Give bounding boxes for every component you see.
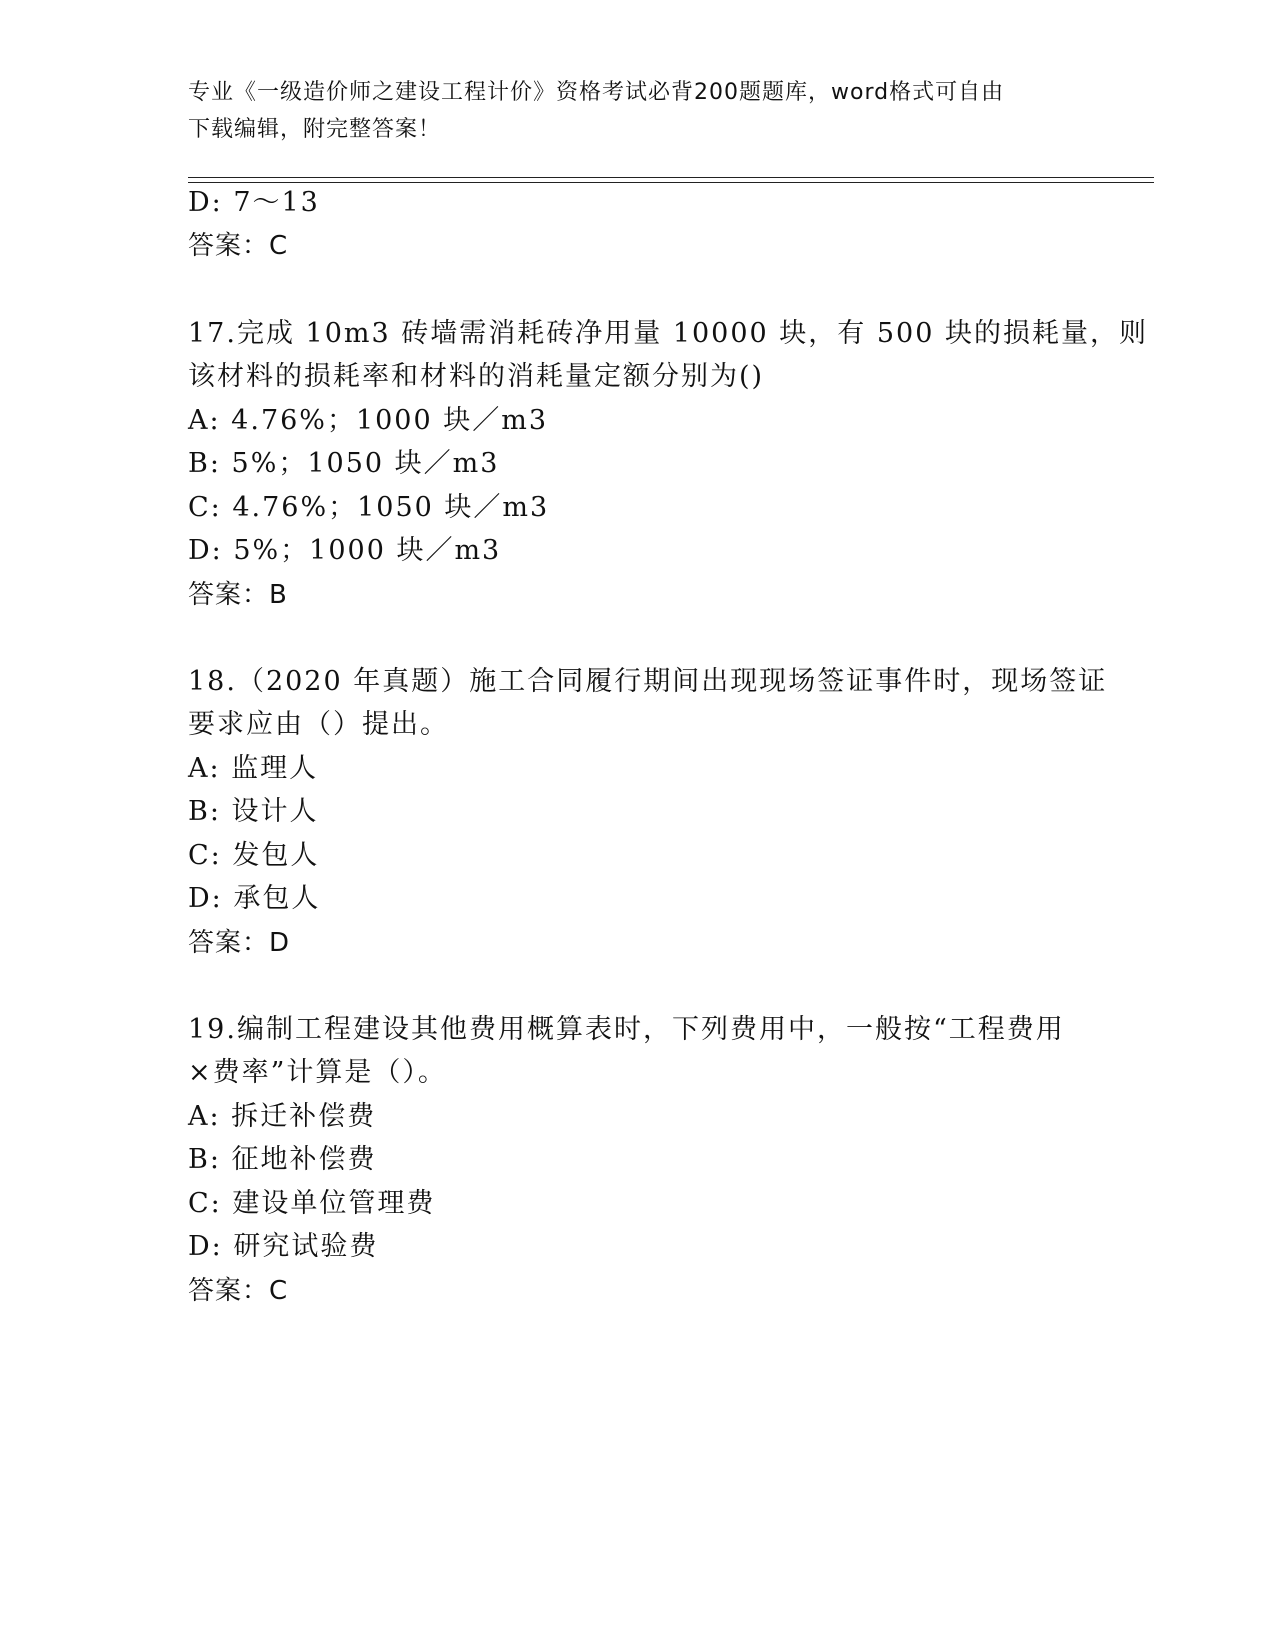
header-line-1: 专业《一级造价师之建设工程计价》资格考试必背200题题库，word格式可自由 xyxy=(188,80,1005,105)
q17-option-a: A: 4.76%；1000 块／m3 xyxy=(188,405,549,436)
q19-stem-line-2: ×费率”计算是（）。 xyxy=(188,1057,447,1088)
q18-option-a: A: 监理人 xyxy=(188,753,319,784)
q18-option-d: D: 承包人 xyxy=(188,883,321,914)
q18-option-b: B: 设计人 xyxy=(188,796,319,827)
q17-stem-line-2: 该材料的损耗率和材料的消耗量定额分别为() xyxy=(188,361,765,392)
q18-option-c: C: 发包人 xyxy=(188,840,320,871)
q19-option-a: A: 拆迁补偿费 xyxy=(188,1101,377,1132)
header-line-2: 下载编辑，附完整答案！ xyxy=(188,117,442,142)
q19-option-b: B: 征地补偿费 xyxy=(188,1144,377,1175)
q17-option-b: B: 5%；1050 块／m3 xyxy=(188,448,500,479)
header-rule-top xyxy=(188,177,1154,178)
prev-option-d: D: 7～13 xyxy=(188,187,320,218)
q18-answer: 答案：D xyxy=(188,928,291,958)
q19-option-d: D: 研究试验费 xyxy=(188,1231,379,1262)
q19-stem-line-1: 19.编制工程建设其他费用概算表时，下列费用中，一般按“工程费用 xyxy=(188,1014,1065,1045)
q18-stem-line-2: 要求应由（）提出。 xyxy=(188,709,449,740)
document-header xyxy=(188,74,1088,148)
header-rule-bottom xyxy=(188,182,1154,183)
q19-option-c: C: 建设单位管理费 xyxy=(188,1188,436,1219)
q19-answer: 答案：C xyxy=(188,1276,289,1306)
q18-stem-line-1: 18.（2020 年真题）施工合同履行期间出现现场签证事件时，现场签证 xyxy=(188,666,1108,697)
q17-stem-line-1: 17.完成 10m3 砖墙需消耗砖净用量 10000 块，有 500 块的损耗量，则 xyxy=(188,318,1148,349)
prev-answer: 答案：C xyxy=(188,231,289,261)
q17-answer: 答案：B xyxy=(188,580,288,610)
q17-option-c: C: 4.76%；1050 块／m3 xyxy=(188,492,550,523)
q17-option-d: D: 5%；1000 块／m3 xyxy=(188,535,502,566)
